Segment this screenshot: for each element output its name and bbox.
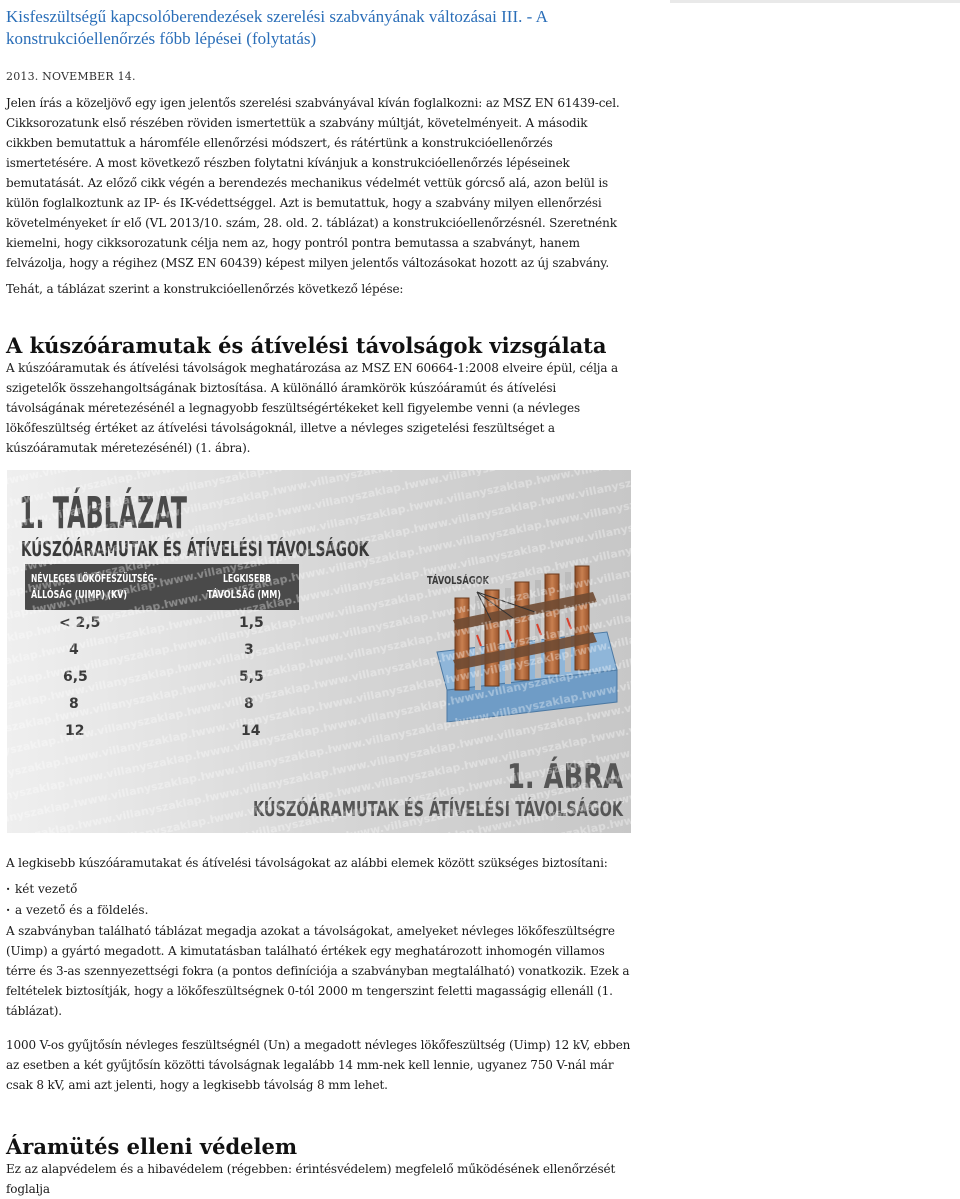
- top-divider: [670, 0, 960, 3]
- article-date: 2013. NOVEMBER 14.: [6, 70, 136, 83]
- article: [6, 0, 636, 1199]
- example-paragraph: 1000 V-os gyűjtősín névleges feszültségnél (Un) a megadott névleges lökőfeszültség (Uimp) 12 kV, ebben az esetben a két gyűjtősín közötti távolságnak legalább 14 mm-nek kell lennie, ugyanez 750 V-nál már csak 8 kV, ami azt jelenti, hogy a legkisebb távolság 8 mm lehet.: [6, 1038, 631, 1092]
- next-steps-paragraph: Tehát, a táblázat szerint a konstrukcióellenőrzés következő lépése:: [6, 282, 404, 296]
- figure-svg: [7, 470, 631, 833]
- section-heading-creepage: A kúszóáramutak és átívelési távolságok vizsgálata: [6, 333, 607, 358]
- watermark-overlay: [7, 470, 631, 833]
- standard-paragraph: A szabványban található táblázat megadja azokat a távolságokat, amelyeket névleges lökőfeszültségre (Uimp) a gyártó megadott. A kimutatásban található értékek egy meghatározott inhomogén villamos térre és 3-as szennyezettségi fokra (a pontos definíciója a szabványban megtalálható) vonatkozik. Ezek a feltételek biztosítják, hogy a lökőfeszültségnek 0-tól 2000 m tengerszint feletti magasságig ellenáll (1. táblázat).: [6, 924, 630, 1018]
- list-item: · a vezető és a földelés.: [6, 900, 636, 921]
- requirements-list: [6, 879, 636, 921]
- intro-paragraph: Jelen írás a közeljövő egy igen jelentős szerelési szabványával kíván foglalkozni: az MSZ EN 61439-cel. Cikksorozatunk első részében röviden ismertettük a szabvány múltját, követelményeit. A második cikkben bemutattuk a háromféle ellenőrzési módszert, és rátértünk a konstrukcióellenőrzés ismertetésére. A most következő részben folytatni kívánjuk a konstrukcióellenőrzés lépéseinek bemutatását. Az előző cikk végén a berendezés mechanikus védelmét vettük górcső alá, azon belül is külön foglalkoztunk az IP- és IK-védettséggel. Azt is bemutattuk, hogy a szabvány milyen ellenőrzési követelményeket ír elő (VL 2013/10. szám, 28. old. 2. táblázat) a konstrukcióellenőrzésnél. Szeretnénk kiemelni, hogy cikksorozatunk célja nem az, hogy pontról pontra bemutassa a szabványt, hanem felvázolja, hogy a régihez (MSZ EN 60439) képest milyen jelentős változásokat hozott az új szabvány.: [6, 96, 620, 270]
- section-paragraph-creepage: A kúszóáramutak és átívelési távolságok meghatározása az MSZ EN 60664-1:2008 elveire épül, célja a szigetelők összehangoltságának biztosítása. A különálló áramkörök kúszóáramút és átívelési távolságának méretezésénél a legnagyobb feszültségértékeket kell figyelembe venni (a névleges lökőfeszültség értéket az átívelési távolságoknál, illetve a névleges szigetelési feszültséget a kúszóáramutak méretezésénél) (1. ábra).: [6, 361, 619, 455]
- list-item: · két vezető: [6, 879, 636, 900]
- figure-table-and-drawing: [7, 470, 631, 833]
- article-title[interactable]: Kisfeszültségű kapcsolóberendezések szerelési szabványának változásai III. - A konstrukcióellenőrzés főbb lépései (folytatás): [6, 7, 547, 48]
- section-heading-shock-protection: Áramütés elleni védelem: [6, 1134, 298, 1159]
- section-paragraph-shock-protection: Ez az alapvédelem és a hibavédelem (régebben: érintésvédelem) megfelelő működésének ellenőrzését foglalja: [6, 1162, 616, 1196]
- list-intro: A legkisebb kúszóáramutakat és átívelési távolságokat az alábbi elemek között szükséges biztosítani:: [6, 856, 608, 870]
